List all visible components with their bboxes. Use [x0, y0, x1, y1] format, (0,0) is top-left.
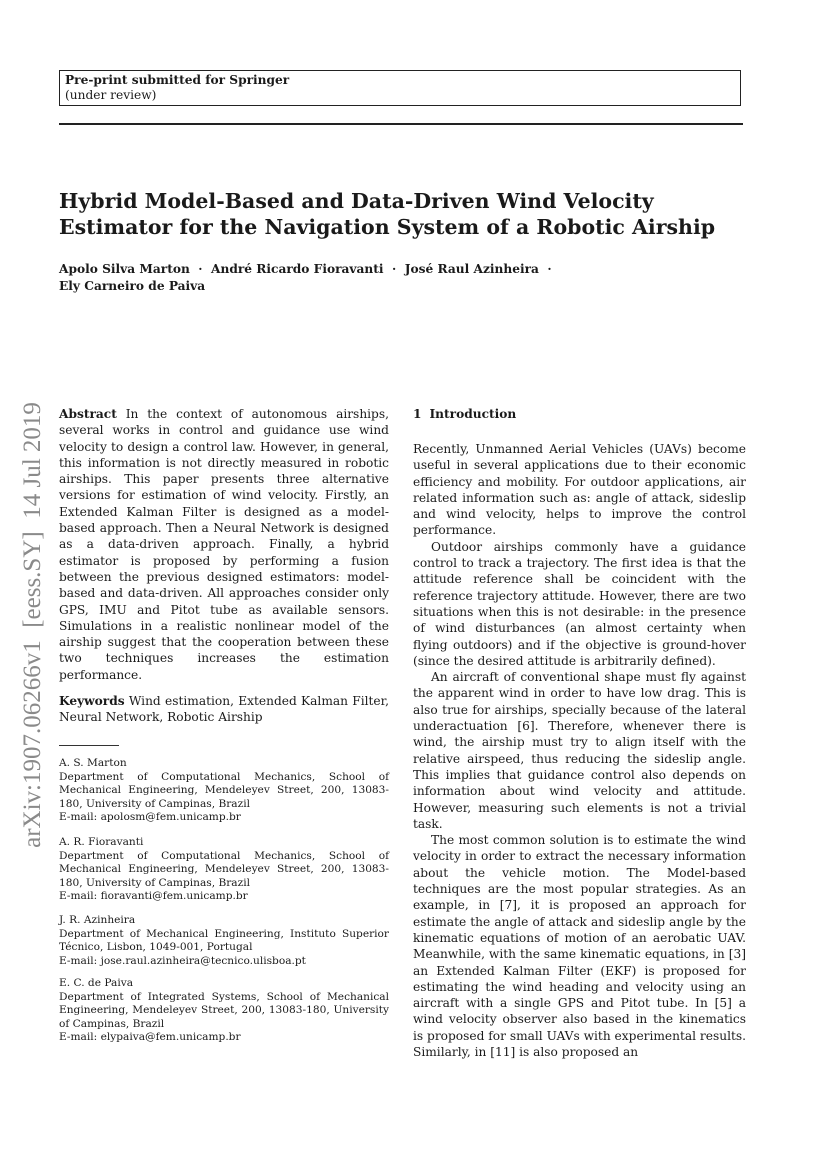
- section-heading: [413, 407, 516, 421]
- affiliation-name: A. R. Fioravanti: [59, 836, 144, 848]
- affiliation-dept: Department of Computational Mechanics, School of Mechanical Engineering, Mendeleyev Street, 200, 13083-180, University of Campinas, Brazil: [59, 849, 389, 889]
- affiliation-dept: Department of Computational Mechanics, School of Mechanical Engineering, Mendeleyev Street, 200, 13083-180, University of Campinas, Brazil: [59, 770, 389, 810]
- affiliation-name: E. C. de Paiva: [59, 977, 134, 989]
- affiliation-dept: Department of Integrated Systems, School of Mechanical Engineering, Mendeleyev Street, 200, 13083-180, University of Campinas, Brazil: [59, 990, 389, 1030]
- affiliation-azinheira: [59, 914, 389, 968]
- keywords-text: Wind estimation, Extended Kalman Filter, Neural Network, Robotic Airship: [59, 694, 389, 725]
- intro-paragraph-2: Outdoor airships commonly have a guidance control to track a trajectory. The first idea is that the attitude reference shall be coincident with the reference trajectory attitude. However, there are two situations when this is not desirable: in the presence of wind disturbances (an almost certainty when flying outdoors) and if the objective is ground-hover (since the desired attitude is arbitrarily defined).: [413, 539, 746, 668]
- header-rule: [59, 123, 743, 125]
- affiliation-email: E-mail: apolosm@fem.unicamp.br: [59, 811, 241, 824]
- affiliation-dept: Department of Mechanical Engineering, Instituto Superior Técnico, Lisbon, 1049-001, Portugal: [59, 927, 389, 954]
- abstract-text: In the context of autonomous airships, several works in control and guidance use wind velocity to design a control law. However, in general, this information is not directly measured in robotic airships. This paper presents three alternative versions for estimation of wind velocity. Firstly, an Extended Kalman Filter is designed as a model-based approach. Then a Neural Network is designed as a data-driven approach. Finally, a hybrid estimator is proposed by performing a fusion between the previous designed estimators: model-based and data-driven. All approaches consider only GPS, IMU and Pitot tube as available sensors. Simulations in a realistic nonlinear model of the airship suggest that the cooperation between these two techniques increases the estimation performance.: [59, 407, 389, 682]
- title-line-1: Hybrid Model-Based and Data-Driven Wind Velocity: [59, 189, 654, 213]
- abstract-label: Abstract: [59, 407, 117, 421]
- affiliation-fioravanti: [59, 836, 389, 904]
- paper-title: [59, 188, 759, 240]
- intro-paragraph-1: Recently, Unmanned Aerial Vehicles (UAVs) become useful in several applications due to their economic efficiency and mobility. For outdoor applications, air related information such as: angle of attack, sideslip and wind velocity, helps to improve the control performance.: [413, 442, 746, 538]
- preprint-notice: [59, 70, 741, 106]
- footnote-rule: [59, 745, 119, 746]
- keywords-label: Keywords: [59, 694, 125, 708]
- affiliation-name: J. R. Azinheira: [59, 914, 136, 926]
- intro-paragraph-3: An aircraft of conventional shape must fly against the apparent wind in order to have low drag. This is also true for airships, specially because of the lateral underactuation [6]. Therefore, whenever there is wind, the airship must try to align itself with the relative airspeed, thus reducing the sideslip angle. This implies that guidance control also depends on information about wind velocity and attitude. However, measuring such elements is not a trivial task.: [413, 670, 746, 831]
- arxiv-stamp: [0, 365, 60, 885]
- affiliation-email: E-mail: elypaiva@fem.unicamp.br: [59, 1031, 241, 1044]
- affiliation-marton: [59, 757, 389, 825]
- preprint-line1: Pre-print submitted for Springer: [65, 73, 290, 87]
- arxiv-id: arXiv:1907.06266v1 [eess.SY] 14 Jul 2019: [19, 402, 46, 848]
- author-list: [59, 261, 759, 295]
- introduction-body: [413, 441, 746, 1060]
- intro-paragraph-4: The most common solution is to estimate the wind velocity in order to extract the necessary information about the vehicle motion. The Model-based techniques are the most popular strategies. As an example, in [7], it is proposed an approach for estimate the angle of attack and sideslip angle by the kinematic equations of motion of an aerobatic UAV. Meanwhile, with the same kinematic equations, in [3] an Extended Kalman Filter (EKF) is proposed for estimating the wind heading and velocity using an aircraft with a single GPS and Pitot tube. In [5] a wind velocity observer also based in the kinematics is proposed for small UAVs with experimental results. Similarly, in [11] is also proposed an: [413, 833, 746, 1059]
- title-line-2: Estimator for the Navigation System of a Robotic Airship: [59, 215, 716, 239]
- section-title: Introduction: [429, 407, 517, 421]
- abstract: [59, 406, 389, 683]
- affiliation-paiva: [59, 977, 389, 1045]
- affiliation-email: E-mail: fioravanti@fem.unicamp.br: [59, 890, 248, 903]
- affiliation-name: A. S. Marton: [59, 757, 127, 769]
- preprint-line2: (under review): [65, 88, 157, 102]
- affiliation-email: E-mail: jose.raul.azinheira@tecnico.ulisboa.pt: [59, 954, 306, 967]
- authors-line-1: Apolo Silva Marton · André Ricardo Fioravanti · José Raul Azinheira ·: [59, 262, 552, 276]
- authors-line-2: Ely Carneiro de Paiva: [59, 279, 206, 293]
- keywords: [59, 693, 389, 726]
- section-number: 1: [413, 407, 422, 421]
